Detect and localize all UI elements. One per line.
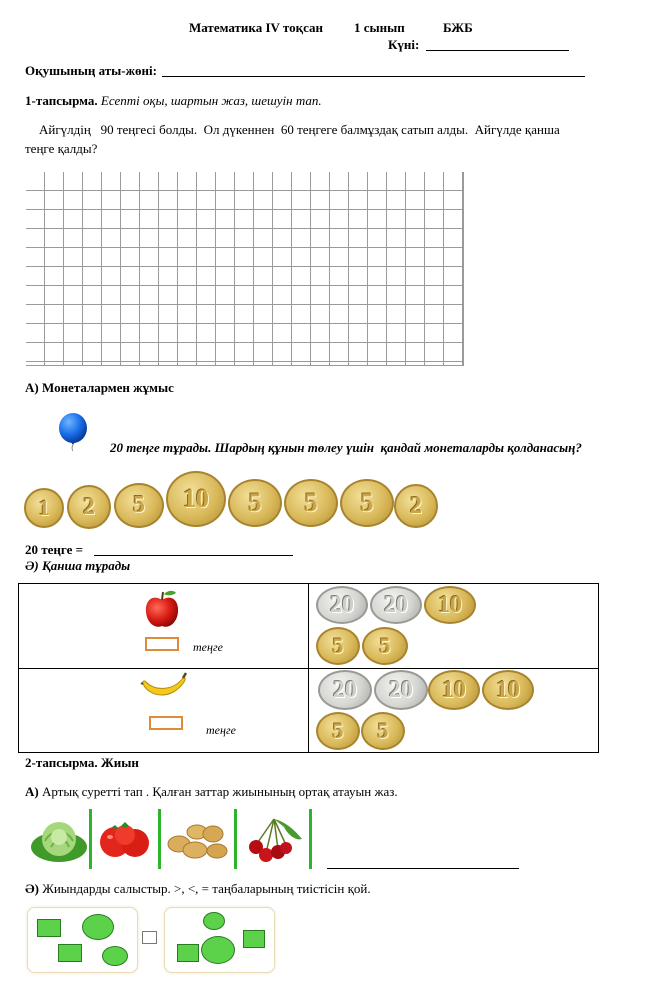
task1-instruction: Есепті оқы, шартын жаз, шешуін тап.: [100, 93, 322, 108]
coin-2-value: 2: [83, 493, 95, 520]
comparison-box[interactable]: [142, 931, 157, 944]
answer-label: 20 теңге =: [25, 542, 84, 557]
coin-8-value: 2: [410, 492, 422, 519]
task2-heading: 2-тапсырма. Жиын: [25, 755, 139, 770]
common-name-line[interactable]: [327, 868, 519, 869]
banana-coin-1[interactable]: [318, 670, 372, 710]
coin-3[interactable]: [114, 483, 164, 528]
task1-problem-line2: теңге қалды?: [25, 141, 98, 156]
banana-coin-4[interactable]: [482, 670, 534, 710]
apple-coin-3[interactable]: [424, 586, 476, 624]
task2-part-b-text: Жиындарды салыстыр. >, <, = таңбаларының тиістісін қой.: [42, 881, 371, 896]
banana-coin-2[interactable]: [374, 670, 428, 710]
left-set-square-2: [58, 944, 82, 962]
apple-coin-5[interactable]: [362, 627, 408, 665]
price-heading: Ә) Қанша тұрады: [25, 558, 131, 573]
balloon-icon: [58, 412, 88, 449]
coin-7[interactable]: [340, 479, 394, 527]
student-name-label: Оқушының аты-жөні:: [25, 63, 157, 78]
right-set-square-1: [243, 930, 265, 948]
apple-coin-5-value: 5: [379, 633, 391, 658]
coins-heading: А) Монеталармен жұмыс: [25, 380, 174, 395]
banana-coin-1-value: 20: [333, 676, 357, 703]
banana-coin-6-value: 5: [377, 718, 389, 743]
apple-coin-3-value: 10: [438, 591, 462, 618]
coin-1[interactable]: [24, 488, 64, 528]
left-set-circle-1: [82, 914, 114, 940]
coin-4-value: 10: [183, 484, 209, 513]
task2-part-a-label: А): [25, 784, 39, 799]
banana-coin-5-value: 5: [332, 718, 344, 743]
apple-coin-2-value: 20: [384, 591, 408, 618]
answer-grid[interactable]: [26, 172, 464, 366]
banana-icon: [140, 670, 188, 702]
right-set-circle-2: [201, 936, 235, 964]
banana-coin-6[interactable]: [361, 712, 405, 750]
apple-coin-2[interactable]: [370, 586, 422, 624]
grade-label: 1 сынып: [354, 20, 405, 35]
left-set-square-1: [37, 919, 61, 937]
banana-coin-3[interactable]: [428, 670, 480, 710]
banana-unit: теңге: [206, 723, 236, 737]
tomato-icon[interactable]: [95, 818, 155, 860]
date-line[interactable]: [426, 50, 569, 51]
coin-2[interactable]: [67, 485, 111, 529]
banana-coin-2-value: 20: [389, 676, 413, 703]
table-row-divider: [19, 668, 598, 669]
task1-label: 1-тапсырма.: [25, 93, 98, 108]
set-bracket-left: [89, 809, 92, 869]
coin-5[interactable]: [228, 479, 282, 527]
task2-part-b: [25, 881, 371, 897]
date-label: Күні:: [388, 37, 420, 52]
task2-part-b-label: Ә): [25, 881, 39, 896]
set-bracket-3: [234, 809, 237, 869]
left-set-circle-2: [102, 946, 128, 966]
coin-4[interactable]: [166, 471, 226, 527]
student-name-line[interactable]: [162, 76, 585, 77]
left-set: [27, 907, 138, 973]
banana-coin-4-value: 10: [496, 676, 520, 703]
subject-title: Математика IV тоқсан: [189, 20, 324, 35]
apple-coin-1-value: 20: [330, 591, 354, 618]
potato-icon[interactable]: [165, 818, 231, 862]
right-set-circle-1: [203, 912, 225, 930]
coin-8[interactable]: [394, 484, 438, 528]
set-bracket-right: [309, 809, 312, 869]
banana-price-box[interactable]: [149, 716, 183, 730]
apple-coin-4[interactable]: [316, 627, 360, 665]
right-set: [164, 907, 275, 973]
apple-price-box[interactable]: [145, 637, 179, 651]
answer-line[interactable]: [94, 555, 293, 556]
assessment-label: БЖБ: [443, 20, 473, 35]
cherry-icon[interactable]: [244, 815, 304, 865]
coin-6[interactable]: [284, 479, 338, 527]
banana-coin-5[interactable]: [316, 712, 360, 750]
apple-icon: [143, 588, 181, 630]
coins-question: 20 теңге тұрады. Шардың құнын төлеу үшін қандай монеталарды қолданасың?: [110, 440, 582, 455]
apple-coin-1[interactable]: [316, 586, 368, 624]
task2-part-a-text: Артық суретті тап . Қалған заттар жиынының ортақ атауын жаз.: [41, 784, 398, 799]
banana-coin-3-value: 10: [442, 676, 466, 703]
coin-7-value: 5: [360, 488, 374, 517]
coin-5-value: 5: [248, 488, 262, 517]
right-set-square-2: [177, 944, 199, 962]
task1-problem-line1: Айгүлдің 90 теңгесі болды. Ол дүкеннен 60 теңгеге балмұздақ сатып алды. Айгүлде қанша: [39, 122, 560, 137]
task2-part-a: [25, 784, 398, 800]
apple-coin-4-value: 5: [332, 633, 344, 658]
price-table: [18, 583, 599, 753]
coin-6-value: 5: [304, 488, 318, 517]
set-bracket-2: [158, 809, 161, 869]
coin-3-value: 5: [133, 492, 145, 518]
coin-1-value: 1: [38, 495, 50, 520]
task1-heading: [25, 93, 322, 109]
apple-unit: теңге: [193, 640, 223, 654]
cabbage-icon[interactable]: [29, 815, 89, 865]
